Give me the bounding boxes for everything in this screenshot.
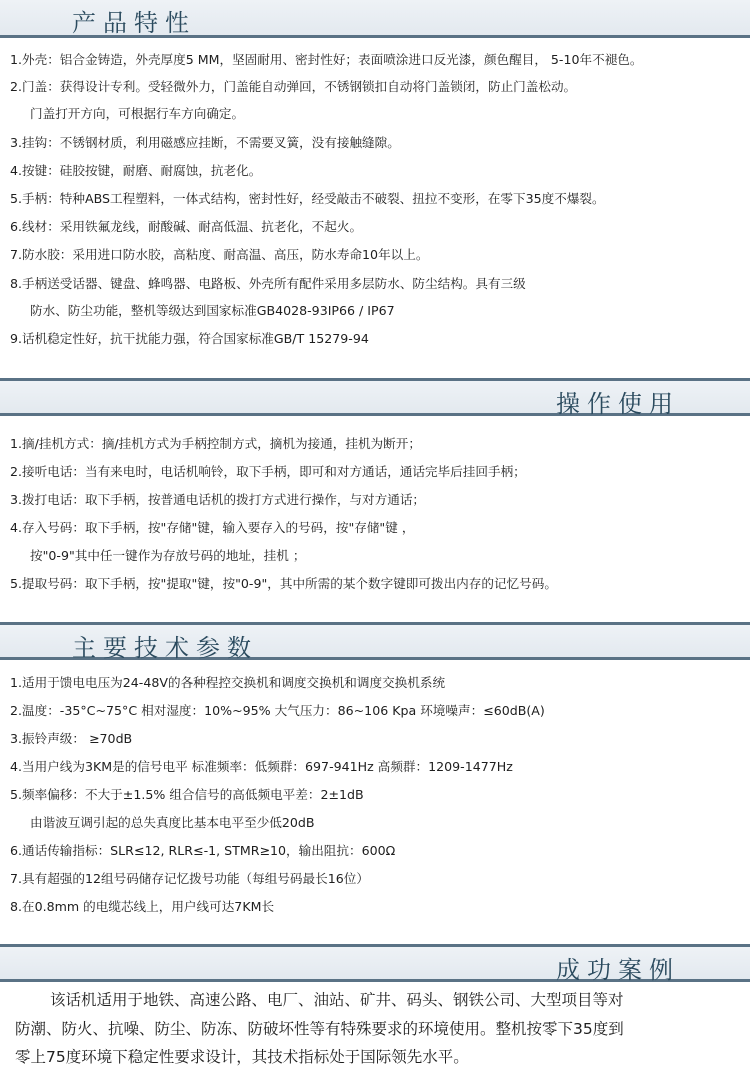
- specs-item-4: 4.当用户线为3KM是的信号电平 标准频率：低频群：697-941Hz 高频群：1209-1477Hz: [10, 759, 513, 774]
- operation-item-2: 2.接听电话：当有来电时，电话机响铃，取下手柄，即可和对方通话，通话完毕后挂回手柄；: [10, 464, 526, 479]
- specs-header: [0, 622, 750, 660]
- specs-item-2: 2.温度：-35°C~75°C 相对湿度：10%~95% 大气压力：86~106 Kpa 环境噪声：≤60dB(A): [10, 703, 545, 718]
- cases-section: [0, 944, 750, 1066]
- features-item-1: 1.外壳：铝合金铸造，外壳厚度5 MM，坚固耐用、密封性好；表面喷涂进口反光漆，颜色醒目， 5-10年不褪色。: [10, 52, 643, 67]
- features-item-2-cont: 门盖打开方向，可根据行车方向确定。: [30, 106, 245, 121]
- operation-item-4: 4.存入号码：取下手柄，按"存储"键，输入要存入的号码，按"存储"键 ，: [10, 520, 415, 535]
- features-item-9: 9.话机稳定性好，抗干扰能力强，符合国家标准GB/T 15279-94: [10, 331, 369, 346]
- features-item-8-cont: 防水、防尘功能，整机等级达到国家标准GB4028-93IP66 / IP67: [30, 303, 395, 318]
- features-item-8: 8.手柄送受话器、键盘、蜂鸣器、电路板、外壳所有配件采用多层防水、防尘结构。具有三级: [10, 276, 526, 291]
- features-section: [0, 0, 750, 346]
- specs-item-1: 1.适用于馈电电压为24-48V的各种程控交换机和调度交换机和调度交换机系统: [10, 675, 446, 690]
- features-item-5: 5.手柄：特种ABS工程塑料，一体式结构，密封性好，经受敲击不破裂、扭拉不变形，在零下35度不爆裂。: [10, 191, 605, 206]
- cases-line-3: 零上75度环境下稳定性要求设计，其技术指标处于国际领先水平。: [15, 1048, 469, 1066]
- cases-line-1: 该话机适用于地铁、高速公路、电厂、油站、矿井、码头、钢铁公司、大型项目等对: [50, 991, 624, 1009]
- specs-item-3: 3.振铃声级： ≥70dB: [10, 731, 133, 746]
- operation-item-5: 5.提取号码：取下手柄，按"提取"键，按"0-9"，其中所需的某个数字键即可拨出内存的记忆号码。: [10, 576, 557, 591]
- specs-item-6: 6.通话传输指标：SLR≤12, RLR≤-1, STMR≥10，输出阻抗：600Ω: [10, 843, 396, 858]
- specs-item-5-cont: 由谐波互调引起的总失真度比基本电平至少低20dB: [30, 815, 315, 830]
- specs-title: 主要技术参数: [72, 634, 258, 662]
- operation-section: [0, 378, 750, 591]
- operation-item-4-cont: 按"0-9"其中任一键作为存放号码的地址，挂机 ；: [30, 548, 306, 563]
- features-item-2: 2.门盖：获得设计专利。受轻微外力，门盖能自动弹回，不锈钢锁扣自动将门盖锁闭，防止门盖松动。: [10, 79, 577, 94]
- operation-item-3: 3.拨打电话：取下手柄，按普通电话机的拨打方式进行操作，与对方通话；: [10, 492, 426, 507]
- operation-item-1: 1.摘/挂机方式：摘/挂机方式为手柄控制方式，摘机为接通，挂机为断开；: [10, 436, 421, 451]
- cases-title: 成功案例: [556, 956, 680, 984]
- features-item-4: 4.按键：硅胶按键，耐磨、耐腐蚀，抗老化。: [10, 163, 262, 178]
- specs-section: [0, 622, 750, 914]
- features-title: 产品特性: [72, 9, 196, 37]
- specs-item-5: 5.频率偏移：不大于±1.5% 组合信号的高低频电平差：2±1dB: [10, 787, 364, 802]
- features-item-7: 7.防水胶：采用进口防水胶，高粘度、耐高温、高压，防水寿命10年以上。: [10, 247, 429, 262]
- operation-header: [0, 378, 750, 416]
- specs-item-8: 8.在0.8mm 的电缆芯线上，用户线可达7KM长: [10, 899, 275, 914]
- features-item-3: 3.挂钩：不锈钢材质，利用磁感应挂断，不需要叉簧，没有接触缝隙。: [10, 135, 400, 150]
- features-item-6: 6.线材：采用铁氟龙线，耐酸碱、耐高低温、抗老化，不起火。: [10, 219, 363, 234]
- specs-item-7: 7.具有超强的12组号码储存记忆拨号功能（每组号码最长16位）: [10, 871, 369, 886]
- cases-body: [15, 986, 735, 1072]
- features-header: [0, 0, 750, 38]
- cases-header: [0, 944, 750, 982]
- cases-line-2: 防潮、防火、抗噪、防尘、防冻、防破坏性等有特殊要求的环境使用。整机按零下35度到: [15, 1019, 624, 1038]
- operation-title: 操作使用: [556, 390, 680, 418]
